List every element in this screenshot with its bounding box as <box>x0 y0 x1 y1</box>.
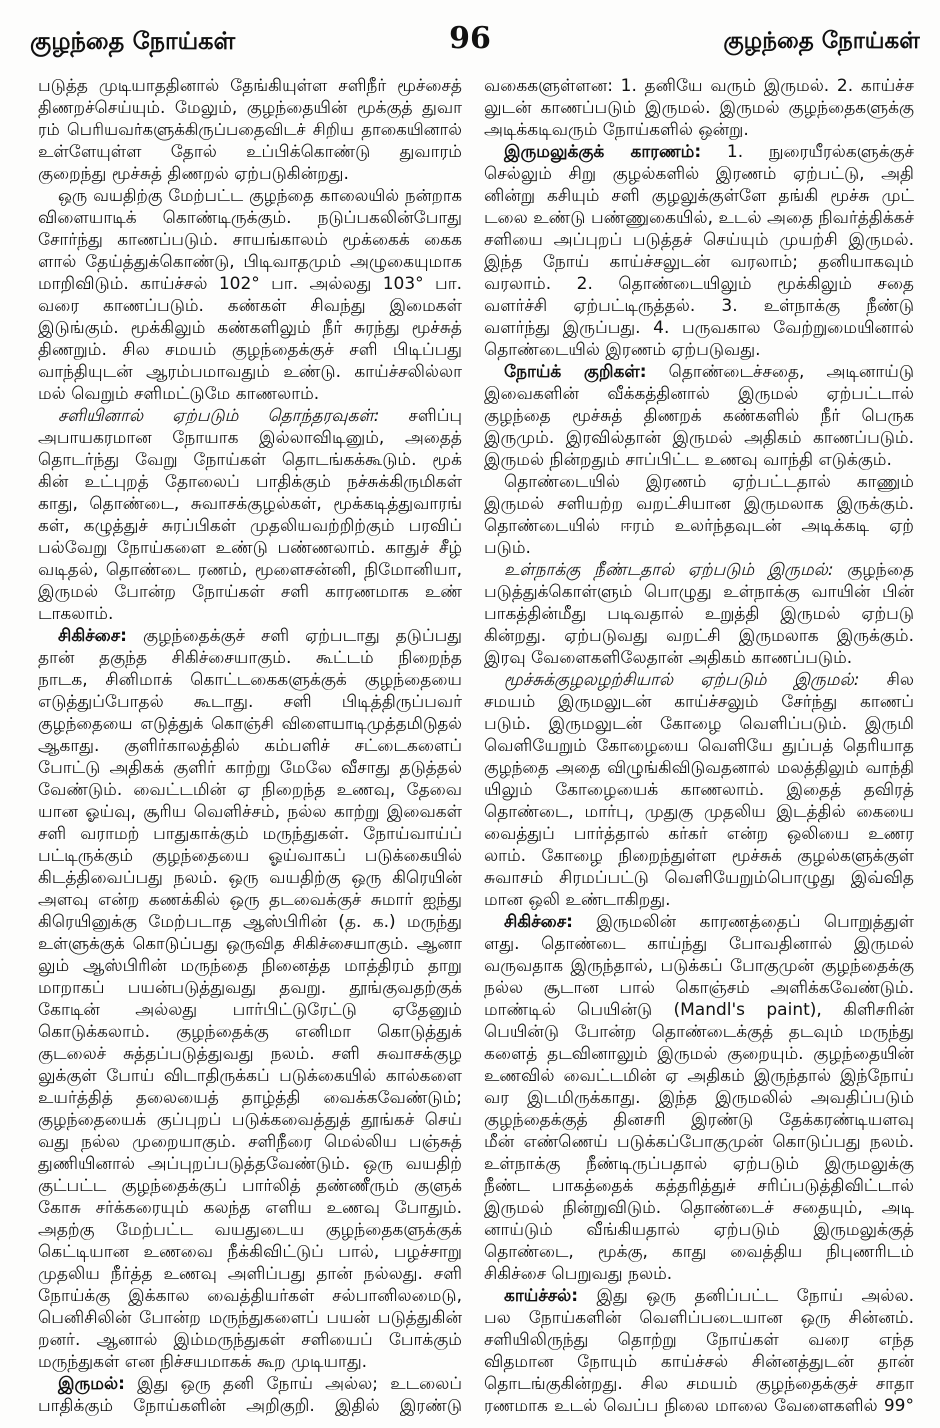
paragraph <box>484 361 914 471</box>
line-text: உள்ளுக்குக் கொடுப்பது ஒருவித சிகிச்சையாகும். ஆனா <box>38 934 462 953</box>
line-text: கோடின் அல்லது பார்பிட்டுரேட்டு ஏதேனும் <box>38 1000 462 1020</box>
line-text: மல் வெறும் சளிமட்டுமே காணலாம். <box>38 384 320 404</box>
line-text: டாகலாம். <box>38 604 114 624</box>
line-text: சோர்ந்து காணப்படும். சாயங்காலம் மூக்கைக் கைக <box>38 230 462 250</box>
paragraph <box>484 141 914 361</box>
text-line <box>484 1153 914 1175</box>
text-line <box>38 823 462 845</box>
line-text: லுக்குள் போய் விடாதிருக்கப் படுக்கையில் கால்களை <box>38 1066 462 1086</box>
running-head-left: குழந்தை நோய்கள் <box>30 27 236 55</box>
text-line <box>484 427 914 449</box>
text-line <box>484 713 914 735</box>
text-line <box>38 1219 462 1241</box>
text-line <box>38 515 462 537</box>
text-line <box>38 735 462 757</box>
line-text: பாதிக்கும் நோய்களின் அறிகுறி. இதில் இரண்டு <box>38 1396 462 1416</box>
line-text: இது ஒரு தனிப்பட்ட நோய் அல்ல. <box>596 1286 914 1306</box>
line-text: திணறும். சில சமயம் குழந்தைக்குச் சளி பிடிப்பது <box>38 340 462 360</box>
line-text: சளியை அப்புறப் படுத்தச் செய்யும் முயற்சி இருமல். <box>484 230 914 250</box>
line-text: மான ஒலி உண்டாகிறது. <box>484 890 671 910</box>
text-line <box>484 339 914 361</box>
paragraph-heading: சளியினால் ஏற்படும் தொந்தரவுகள்: <box>58 406 380 426</box>
line-text: பல நோய்களின் வெளிப்படையான ஒரு சின்னம். <box>484 1308 914 1328</box>
paragraph-heading: இருமலுக்குக் காரணம்: <box>504 142 702 162</box>
line-text: யான ஓய்வு, சூரிய வெளிச்சம், நல்ல காற்று இவைகள் <box>38 802 462 822</box>
line-text: தொண்டைச்சதை, அடினாய்டு <box>668 362 914 382</box>
text-line <box>38 757 462 779</box>
line-text: னின்று கசியும் சளி குழலுக்குள்ளே தங்கி மூச்சு முட் <box>484 186 914 206</box>
text-line <box>484 405 914 427</box>
paragraph-heading: இருமல்: <box>58 1374 125 1394</box>
text-line <box>484 801 914 823</box>
text-line <box>38 185 462 207</box>
text-line <box>38 669 462 691</box>
line-text: இருமல் சளியற்ற வறட்சியான இருமலாக இருக்கும். <box>484 494 914 514</box>
line-text: திணறச்செய்யும். மேலும், குழந்தையின் மூக்குத் துவா <box>38 98 462 118</box>
line-text: விதமான நோயும் காய்ச்சல் சின்னத்துடன் தான் <box>484 1352 914 1372</box>
text-line <box>484 163 914 185</box>
line-text: னாய்டும் வீங்கியதால் ஏற்படும் இருமலுக்குத் <box>484 1220 914 1240</box>
line-text: வேண்டும். வைட்டமின் ஏ நிறைந்த உணவு, தேவை <box>38 780 462 800</box>
line-text: வாந்தியுடன் ஆரம்பமாவதும் உண்டு. காய்ச்சலில்லா <box>38 362 462 382</box>
line-text: போட்டு அதிகக் குளிர் காற்று மேலே வீசாது தடுத்தல் <box>38 758 462 778</box>
line-text: வரலாம். 2. தொண்டையிலும் மூக்கிலும் சதை <box>484 274 914 294</box>
line-text: மாறாகப் பயன்படுத்துவது தவறு. தூங்குவதற்குக் <box>38 978 462 998</box>
line-text: இருமல் நின்றுவிடும். தொண்டைச் சதையும், அடி <box>484 1198 914 1218</box>
line-text: சளியிலிருந்து தொற்று நோய்கள் வரை எந்த <box>484 1330 914 1350</box>
text-line <box>38 537 462 559</box>
text-line <box>484 1197 914 1219</box>
text-line <box>484 207 914 229</box>
text-line <box>484 119 914 141</box>
line-text: சளிப்பு <box>408 406 462 426</box>
text-line <box>484 229 914 251</box>
text-line <box>484 955 914 977</box>
line-text: கள், கழுத்துச் சுரப்பிகள் முதலியவற்றிற்கும் பரவிப் <box>38 516 462 536</box>
text-line <box>484 977 914 999</box>
text-line <box>484 625 914 647</box>
line-text: குடலைச் சுத்தப்படுத்துவது நலம். சளி சுவாசக்குழ <box>38 1044 462 1064</box>
text-line <box>484 141 914 163</box>
text-line <box>38 581 462 603</box>
text-line <box>38 1153 462 1175</box>
text-line <box>38 691 462 713</box>
text-line <box>484 1087 914 1109</box>
line-text: உயர்த்தித் தலையைத் தாழ்த்தி வைக்கவேண்டும்; <box>38 1088 462 1108</box>
line-text: சிகிச்சை பெறுவது நலம். <box>484 1264 673 1284</box>
line-text: சமயம் இருமலுடன் காய்ச்சலும் சேர்ந்து காணப் <box>484 692 914 712</box>
text-line <box>38 427 462 449</box>
line-text: படுத்த முடியாததினால் தேங்கியுள்ள சளிநீர் மூச்சைத் <box>38 76 462 96</box>
text-line <box>38 97 462 119</box>
line-text: வெளியேறும் கோழையை வெளியே துப்பத் தெரியாத <box>484 736 914 756</box>
line-text: சளி வராமற் பாதுகாக்கும் மருந்துகள். நோய்வாய்ப் <box>38 824 462 844</box>
line-text: ஆகாது. குளிர்காலத்தில் கம்பளிச் சட்டைகளைப் <box>38 736 462 756</box>
text-line <box>484 1131 914 1153</box>
paragraph-heading: சிகிச்சை: <box>504 912 573 932</box>
line-text: படுத்துக்கொள்ளும் பொழுது உள்நாக்கு வாயின் பின் <box>484 582 914 602</box>
text-line <box>484 647 914 669</box>
line-text: இருமல் போன்ற நோய்கள் சளி காரணமாக உண் <box>38 582 462 602</box>
text-line <box>38 295 462 317</box>
line-text: வரை காணப்படும். கண்கள் சிவந்து இமைகள் <box>38 296 462 316</box>
text-line <box>484 1043 914 1065</box>
text-line <box>38 1307 462 1329</box>
line-text: குழந்தைக்குத் தினசரி இரண்டு தேக்கரண்டியளவு <box>484 1110 914 1130</box>
text-line <box>484 691 914 713</box>
line-text: பட்டிருக்கும் குழந்தையை ஓய்வாகப் படுக்கையில் <box>38 846 462 866</box>
text-line <box>38 119 462 141</box>
line-text: வது நல்ல முறையாகும். சளிநீரை மெல்லிய பஞ்சுத் <box>38 1132 462 1152</box>
line-text: டலை உண்டு பண்ணுகையில், உடல் அதை நிவர்த்திக்கச் <box>484 208 914 228</box>
text-line <box>484 823 914 845</box>
text-line <box>484 779 914 801</box>
page-number: 96 <box>449 21 491 56</box>
line-text: இரவு வேளைகளிலேதான் அதிகம் காணப்படும். <box>484 648 853 668</box>
text-line <box>484 361 914 383</box>
text-line <box>484 97 914 119</box>
text-line <box>484 581 914 603</box>
line-text: தொண்டையில் ஈரம் உலர்ந்தவுடன் அடிக்கடி ஏற் <box>484 516 914 536</box>
line-text: குழந்தையை எடுத்துக் கொஞ்சி விளையாடிமுத்தமிடுதல் <box>38 714 462 733</box>
text-line <box>484 449 914 471</box>
text-line <box>38 141 462 163</box>
text-line <box>484 911 914 933</box>
paragraph-heading: மூச்சுக்குழலழற்சியால் ஏற்படும் இருமல்: <box>504 670 860 690</box>
text-line <box>38 493 462 515</box>
text-line <box>38 1131 462 1153</box>
line-text: லும் ஆஸ்பிரின் மருந்தை நினைத்த மாத்திரம் தாறு <box>38 956 462 976</box>
line-text: அதற்கு மேற்பட்ட வயதுடைய குழந்தைகளுக்குக் <box>38 1220 462 1240</box>
line-text: 1. நுரையீரல்களுக்குச் <box>726 142 914 162</box>
text-line <box>484 383 914 405</box>
text-line <box>484 537 914 559</box>
text-line <box>484 1373 914 1395</box>
text-line <box>38 603 462 625</box>
text-line <box>484 1021 914 1043</box>
line-text: படும். இருமலுடன் கோழை வெளிப்படும். இருமி <box>484 714 914 734</box>
line-text: தொடர்ந்து வேறு நோய்கள் தொடங்கக்கூடும். மூக் <box>38 450 462 470</box>
line-text: களைத் தடவினாலும் இருமல் குறையும். குழந்தையின் <box>484 1044 914 1064</box>
text-line <box>484 889 914 911</box>
text-line <box>484 1219 914 1241</box>
line-text: இவைகளின் வீக்கத்தினால் இருமல் ஏற்பட்டால் <box>484 384 914 404</box>
text-line <box>484 1351 914 1373</box>
line-text: தொண்டை, மூக்கு, காது வைத்திய நிபுணரிடம் <box>484 1242 914 1262</box>
line-text: தான் தகுந்த சிகிச்சையாகும். கூட்டம் நிறைந்த <box>38 648 462 668</box>
text-line <box>484 75 914 97</box>
text-line <box>38 1263 462 1285</box>
text-line <box>484 1285 914 1307</box>
text-line <box>38 1109 462 1131</box>
line-text: நோய்க்கு இக்கால வைத்தியர்கள் சல்பானிலமைடு, <box>38 1286 462 1306</box>
line-text: ளால் தேய்த்துக்கொண்டு, பிடிவாதமும் அழுகையுமாக <box>38 252 462 272</box>
text-line <box>38 361 462 383</box>
text-line <box>38 999 462 1021</box>
paragraph-heading: உள்நாக்கு நீண்டதால் ஏற்படும் இருமல்: <box>504 560 834 580</box>
paragraph <box>38 625 462 1373</box>
text-line <box>484 295 914 317</box>
line-text: வகைகளுள்ளன: 1. தனியே வரும் இருமல். 2. காய்ச்ச <box>484 76 914 96</box>
line-text: தொண்டையில் இரணம் ஏற்பட்டதால் காணும் <box>504 472 914 492</box>
line-text: தொடங்குகின்றது. சில சமயம் குழந்தைக்குச் சாதா <box>484 1374 914 1394</box>
paragraph-heading: சிகிச்சை: <box>58 626 127 646</box>
line-text: துணியினால் அப்புறப்படுத்தவேண்டும். ஒரு வயதிற் <box>38 1154 462 1174</box>
line-text: குழந்தையைக் குப்புறப் படுக்கவைத்துத் தூங்கச் செய் <box>38 1110 462 1130</box>
text-line <box>38 559 462 581</box>
line-text: இருமல் நின்றதும் சாப்பிட்ட உணவு வாந்தி எடுக்கும். <box>484 450 892 470</box>
line-text: தொண்டை, மார்பு, முதுகு முதலிய இடத்தில் கையை <box>484 802 914 822</box>
line-text: கின் உட்புறத் தோலைப் பாதிக்கும் நச்சுக்கிருமிகள் <box>38 472 462 492</box>
line-text: இது ஒரு தனி நோய் அல்ல; உடலைப் <box>137 1374 462 1394</box>
line-text: தொண்டையில் இரணம் ஏற்படுவது. <box>484 340 761 360</box>
text-line <box>38 1285 462 1307</box>
line-text: யிலும் கோழையைக் காணலாம். இதைத் தவிரத் <box>484 780 914 800</box>
paragraph-heading: காய்ச்சல்: <box>504 1286 579 1306</box>
line-text: விளையாடிக் கொண்டிருக்கும். நடுப்பகலின்போது <box>38 208 462 228</box>
left-text-column <box>38 75 462 1417</box>
line-text: பெனிசிலின் போன்ற மருந்துகளைப் பயன் படுத்துகின் <box>38 1308 462 1328</box>
text-line <box>484 867 914 889</box>
line-text: மீன் எண்ணெய் படுக்கப்போகுமுன் கொடுப்பது நலம். <box>484 1132 914 1152</box>
text-line <box>38 449 462 471</box>
text-line <box>38 405 462 427</box>
line-text: வர இடமிருக்காது. இந்த இருமலில் அவதிப்படும் <box>484 1088 914 1108</box>
text-line <box>38 1065 462 1087</box>
line-text: படும். <box>484 538 531 558</box>
text-line <box>38 1351 462 1373</box>
paragraph <box>484 471 914 559</box>
paragraph <box>484 559 914 669</box>
line-text: குட்பட்ட குழந்தைக்குப் பார்லித் தண்ணீரும் குளுக் <box>38 1176 462 1196</box>
line-text: நீண்ட பாகத்தைக் கத்தரித்துச் சரிப்படுத்திவிட்டால் <box>484 1176 914 1196</box>
paragraph <box>38 1373 462 1417</box>
line-text: கிடத்திவைப்பது நலம். ஒரு வயதிற்கு ஒரு கிரெயின் <box>38 868 462 888</box>
text-line <box>38 1175 462 1197</box>
line-text: முதலிய நீர்த்த உணவு அளிப்பது தான் நல்லது. சளி <box>38 1264 462 1284</box>
text-line <box>38 625 462 647</box>
line-text: லுடன் காணப்படும் இருமல். இருமல் குழந்தைகளுக்கு <box>484 98 914 118</box>
text-line <box>38 889 462 911</box>
text-line <box>38 251 462 273</box>
line-text: வருவதாக இருந்தால், படுக்கப் போகுமுன் குழந்தைக்கு <box>484 956 914 976</box>
text-line <box>484 999 914 1021</box>
text-line <box>38 779 462 801</box>
line-text: இடுங்கும். மூக்கிலும் கண்களிலும் நீர் சுரந்து மூச்சுத் <box>38 318 462 338</box>
text-line <box>484 493 914 515</box>
text-line <box>484 317 914 339</box>
text-line <box>484 1241 914 1263</box>
line-text: லாம். கோழை நிறைந்துள்ள மூச்சுக் குழல்களுக்குள் <box>484 846 914 866</box>
line-text: குழந்தைக்குச் சளி ஏற்படாது தடுப்பது <box>142 626 462 646</box>
line-text: கொடுக்கலாம். குழந்தைக்கு எனிமா கொடுத்துக் <box>38 1022 462 1042</box>
text-line <box>38 75 462 97</box>
text-line <box>484 471 914 493</box>
line-text: குழந்தை மூச்சுத் திணறக் கண்களில் நீர் பெருக <box>484 406 914 426</box>
line-text: குழந்தை <box>847 560 914 580</box>
line-text: இருமலின் காரணத்தைப் பொறுத்துள் <box>596 912 914 932</box>
line-text: ஒரு வயதிற்கு மேற்பட்ட குழந்தை காலையில் நன்றாக <box>58 186 462 205</box>
line-text: பாகத்தின்மீது படிவதால் உறுத்தி இருமல் ஏற்படு <box>484 604 914 624</box>
line-text: இருமும். இரவில்தான் இருமல் அதிகம் காணப்படும். <box>484 428 914 448</box>
text-line <box>484 1395 914 1417</box>
line-text: காது, தொண்டை, சுவாசக்குழல்கள், மூக்கடித்துவாரங் <box>38 494 462 514</box>
text-line <box>38 713 462 735</box>
text-line <box>38 1241 462 1263</box>
line-text: பல்வேறு நோய்களை உண்டு பண்ணலாம். காதுச் சீழ் <box>38 538 462 558</box>
text-line <box>38 845 462 867</box>
text-line <box>38 1197 462 1219</box>
line-text: குழந்தை அதை விழுங்கிவிடுவதனால் மலத்திலும் வாந்தி <box>484 758 914 777</box>
line-text: வடிதல், தொண்டை ரணம், மூளைசன்னி, நிமோனியா, <box>38 560 462 580</box>
line-text: கோசு சர்க்கரையும் கலந்த எளிய உணவு போதும். <box>38 1198 462 1218</box>
line-text: அபாயகரமான நோயாக இல்லாவிடினும், அதைத் <box>38 428 462 448</box>
line-text: கிரெயினுக்கு மேற்படாத ஆஸ்பிரின் (த. க.) மருந்து <box>38 912 462 932</box>
right-text-column <box>484 75 914 1417</box>
text-line <box>38 1021 462 1043</box>
text-line <box>38 163 462 185</box>
text-line <box>38 273 462 295</box>
text-line <box>38 647 462 669</box>
line-text: அளவு என்ற கணக்கில் ஒரு தடவைக்குச் சுமார் ஐந்து <box>38 890 462 910</box>
paragraph <box>484 911 914 1285</box>
line-text: றனர். ஆனால் இம்மருந்துகள் சளியைப் போக்கும் <box>38 1330 462 1350</box>
text-line <box>484 1175 914 1197</box>
line-text: ளது. தொண்டை காய்ந்து போவதினால் இருமல் <box>484 934 914 954</box>
line-text: ரணமாக உடல் வெப்ப நிலை மாலை வேளைகளில் 99° <box>484 1396 914 1416</box>
text-line <box>484 1307 914 1329</box>
text-line <box>38 471 462 493</box>
line-text: கின்றது. ஏற்படுவது வறட்சி இருமலாக இருக்கும். <box>484 626 914 646</box>
text-line <box>38 383 462 405</box>
text-line <box>484 515 914 537</box>
line-text: பெயின்டு போன்ற தொண்டைக்குத் தடவும் மருந்து <box>484 1022 914 1042</box>
line-text: வைத்துப் பார்த்தால் கர்கர் என்ற ஒலியை உணர <box>484 824 914 844</box>
line-text: மருந்துகள் என நிச்சயமாகக் கூற முடியாது. <box>38 1352 368 1372</box>
text-line <box>484 1329 914 1351</box>
text-line <box>38 207 462 229</box>
text-line <box>38 867 462 889</box>
paragraph <box>38 185 462 405</box>
paragraph <box>38 405 462 625</box>
text-line <box>484 603 914 625</box>
text-line <box>38 911 462 933</box>
text-line <box>38 229 462 251</box>
line-text: வளர்ந்து இருப்பது. 4. பருவகால வேற்றுமையினால் <box>484 318 914 338</box>
line-text: செல்லும் சிறு குழல்களில் இரணம் ஏற்பட்டு, அதி <box>484 164 914 184</box>
line-text: சில <box>886 670 914 690</box>
line-text: மாறிவிடும். காய்ச்சல் 102° பா. அல்லது 103° பா. <box>38 274 462 294</box>
line-text: உணவில் வைட்டமின் ஏ அதிகம் இருந்தால் இந்நோய் <box>484 1066 914 1086</box>
paragraph <box>484 1285 914 1417</box>
text-line <box>484 1109 914 1131</box>
text-line <box>38 339 462 361</box>
text-line <box>484 735 914 757</box>
text-line <box>484 251 914 273</box>
text-line <box>38 1043 462 1065</box>
line-text: நாடக, சினிமாக் கொட்டகைகளுக்குக் குழந்தையை <box>38 670 462 690</box>
text-line <box>38 1087 462 1109</box>
text-line <box>484 1065 914 1087</box>
paragraph <box>484 75 914 141</box>
line-text: சுவாசம் சிரமப்பட்டு வெளியேறும்பொழுது இவ்வித <box>484 868 914 888</box>
text-line <box>38 317 462 339</box>
text-line <box>484 559 914 581</box>
text-line <box>484 933 914 955</box>
line-text: வளர்ச்சி ஏற்பட்டிருத்தல். 3. உள்நாக்கு நீண்டு <box>484 296 914 316</box>
text-line <box>38 933 462 955</box>
line-text: அடிக்கடிவரும் நோய்களில் ஒன்று. <box>484 120 749 140</box>
text-line <box>484 845 914 867</box>
line-text: நல்ல சூடான பால் கொஞ்சம் அளிக்கவேண்டும். <box>484 978 914 998</box>
text-line <box>38 1373 462 1395</box>
text-line <box>484 669 914 691</box>
text-line <box>38 1395 462 1417</box>
paragraph-heading: நோய்க் குறிகள்: <box>504 362 647 382</box>
text-line <box>38 801 462 823</box>
running-head-right: குழந்தை நோய்கள் <box>723 28 920 54</box>
line-text: மாண்டில் பெயின்டு (Mandl's paint), கிளிசரின் <box>484 1000 914 1020</box>
paragraph <box>38 75 462 185</box>
text-line <box>38 977 462 999</box>
line-text: ரம் பெரியவர்களுக்கிருப்பதைவிடச் சிறிய தாகையினால் <box>38 120 462 139</box>
text-line <box>484 273 914 295</box>
line-text: இந்த நோய் காய்ச்சலுடன் வரலாம்; தனியாகவும் <box>484 252 914 272</box>
text-line <box>484 757 914 779</box>
line-text: குறைந்து மூச்சுத் திணறல் ஏற்படுகின்றது. <box>38 164 349 184</box>
line-text: கெட்டியான உணவை நீக்கிவிட்டுப் பால், பழச்சாறு <box>38 1242 462 1262</box>
line-text: உள்ளேயுள்ள தோல் உப்பிக்கொண்டு துவாரம் <box>38 142 462 162</box>
paragraph <box>484 669 914 911</box>
line-text: எடுத்துப்போதல் கூடாது. சளி பிடித்திருப்பவர் <box>38 692 462 712</box>
line-text: உள்நாக்கு நீண்டிருப்பதால் ஏற்படும் இருமலுக்கு <box>484 1154 914 1174</box>
text-line <box>38 955 462 977</box>
text-line <box>484 185 914 207</box>
text-line <box>38 1329 462 1351</box>
text-line <box>484 1263 914 1285</box>
